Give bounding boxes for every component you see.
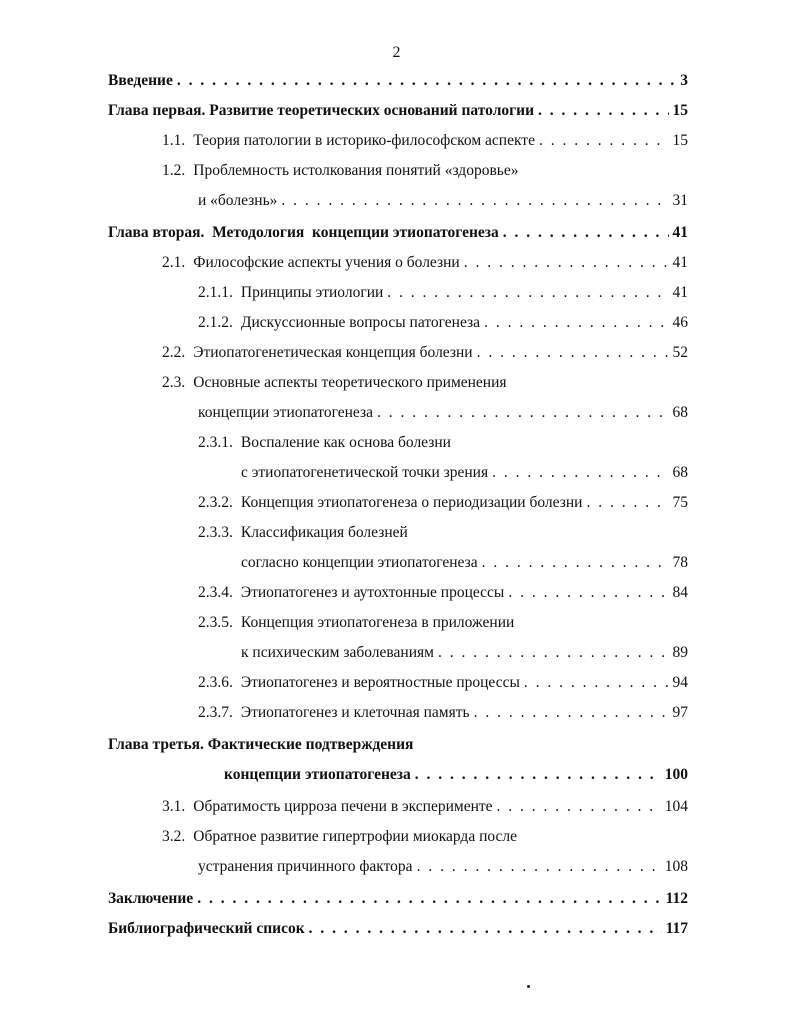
toc-entry-2-3-1-line2[interactable] — [241, 464, 688, 486]
toc-title: Воспаление как основа болезни — [240, 434, 451, 451]
dot-leader — [492, 464, 668, 482]
toc-entry-conclusion[interactable] — [108, 890, 688, 912]
toc-title: к психическим заболеваниям — [241, 644, 434, 661]
dot-leader — [503, 224, 669, 242]
toc-title: Этиопатогенетическая концепция болезни — [193, 344, 473, 361]
toc-page: 15 — [672, 102, 688, 119]
toc-entry-2-1-2[interactable] — [198, 314, 688, 336]
dot-leader — [281, 192, 668, 210]
dot-leader — [415, 766, 661, 784]
toc-title: Обратимость цирроза печени в эксперименте — [193, 798, 493, 815]
toc-page: 112 — [665, 890, 688, 907]
toc-title: концепции этиопатогенеза — [224, 766, 411, 783]
toc-number: 2.3.6. — [198, 674, 233, 691]
toc-number: 1.1. — [162, 132, 186, 149]
toc-entry-2-3-3-line2[interactable] — [241, 554, 688, 576]
toc-number: 2.3. — [162, 374, 186, 391]
dot-leader — [539, 132, 669, 150]
dot-leader — [438, 644, 669, 662]
toc-title: Обратное развитие гипертрофии миокарда после — [193, 828, 517, 845]
toc-entry-2-3-6[interactable] — [198, 674, 688, 696]
toc-page: 15 — [672, 132, 688, 149]
toc-entry-2-3-4[interactable] — [198, 584, 688, 606]
dot-leader — [477, 344, 669, 362]
toc-title: концепции этиопатогенеза — [198, 404, 373, 421]
dot-leader — [524, 674, 669, 692]
toc-page: 46 — [672, 314, 688, 331]
toc-entry-2-1[interactable] — [162, 254, 688, 276]
toc-page: 41 — [672, 224, 688, 241]
toc-title: Проблемность истолкования понятий «здоровье» — [193, 162, 519, 179]
dot-leader — [417, 858, 661, 876]
dot-leader — [508, 584, 668, 602]
toc-entry-2-3-3-line1[interactable] — [198, 524, 688, 546]
toc-title: Концепция этиопатогенеза в приложении — [240, 614, 515, 631]
toc-title: Философские аспекты учения о болезни — [193, 254, 460, 271]
toc-entry-2-2[interactable] — [162, 344, 688, 366]
toc-number: 2.3.3. — [198, 524, 233, 541]
toc-page: 108 — [664, 858, 688, 875]
dot-leader — [482, 554, 669, 572]
toc-title: Этиопатогенез и вероятностные процессы — [240, 674, 520, 691]
toc-title: Классификация болезней — [240, 524, 408, 541]
dot-leader — [474, 704, 669, 722]
toc-number: 2.3.1. — [198, 434, 233, 451]
toc-page: 52 — [672, 344, 688, 361]
toc-title: Дискуссионные вопросы патогенеза — [240, 314, 481, 331]
toc-number: 2.1.1. — [198, 284, 233, 301]
toc-number: 2.3.7. — [198, 704, 233, 721]
toc-title: согласно концепции этиопатогенеза — [241, 554, 478, 571]
toc-title: Заключение — [108, 890, 194, 907]
toc-entry-1-2-line1[interactable] — [162, 162, 688, 184]
toc-title: Этиопатогенез и аутохтонные процессы — [240, 584, 505, 601]
toc-page: 89 — [672, 644, 688, 661]
toc-page: 41 — [672, 254, 688, 271]
toc-title: Основные аспекты теоретического применения — [193, 374, 507, 391]
toc-title: Глава вторая. Методология концепции этиопатогенеза — [108, 224, 499, 241]
dot-leader — [377, 404, 669, 422]
toc-title: и «болезнь» — [198, 192, 278, 209]
toc-title: Глава первая. Развитие теоретических оснований патологии — [108, 102, 535, 119]
toc-page: 97 — [672, 704, 688, 721]
dot-leader — [197, 890, 661, 908]
toc-entry-2-3-5-line2[interactable] — [241, 644, 688, 666]
toc-entry-2-3-5-line1[interactable] — [198, 614, 688, 636]
toc-page: 100 — [664, 766, 688, 783]
toc-entry-chapter-1[interactable] — [108, 102, 688, 124]
toc-page: 68 — [672, 464, 688, 481]
toc-entry-1-2-line2[interactable] — [198, 192, 688, 214]
toc-title: устранения причинного фактора — [198, 858, 413, 875]
toc-number: 2.2. — [162, 344, 186, 361]
toc-title: Принципы этиологии — [240, 284, 384, 301]
toc-entry-3-2-line1[interactable] — [162, 828, 688, 850]
toc-number: 2.1. — [162, 254, 186, 271]
toc-number: 2.3.4. — [198, 584, 233, 601]
dot-leader — [309, 920, 662, 938]
toc-entry-2-3-line1[interactable] — [162, 374, 688, 396]
toc-entry-chapter-2[interactable] — [108, 224, 688, 246]
toc-entry-2-3-2[interactable] — [198, 494, 688, 516]
toc-title: Концепция этиопатогенеза о периодизации болезни — [240, 494, 583, 511]
toc-title: Введение — [108, 72, 173, 89]
toc-page: 117 — [665, 920, 688, 937]
toc-entry-2-3-7[interactable] — [198, 704, 688, 726]
toc-title: Теория патологии в историко-философском аспекте — [193, 132, 535, 149]
toc-entry-3-2-line2[interactable] — [198, 858, 688, 880]
dot-leader — [464, 254, 669, 272]
toc-page: 68 — [672, 404, 688, 421]
toc-page: 75 — [672, 494, 688, 511]
toc-entry-chapter-3-line2[interactable] — [224, 766, 688, 788]
toc-entry-3-1[interactable] — [162, 798, 688, 820]
toc-page: 3 — [680, 72, 688, 89]
page-number: 2 — [392, 44, 401, 61]
dot-leader — [586, 494, 668, 512]
toc-page: 94 — [672, 674, 688, 691]
toc-page: 104 — [664, 798, 688, 815]
toc-number: 2.3.5. — [198, 614, 233, 631]
toc-entry-2-1-1[interactable] — [198, 284, 688, 306]
toc-page: 41 — [672, 284, 688, 301]
toc-title: с этиопатогенетической точки зрения — [241, 464, 489, 481]
dot-leader — [497, 798, 661, 816]
toc-number: 1.2. — [162, 162, 186, 179]
toc-entry-chapter-3-line1[interactable] — [108, 736, 688, 758]
toc-title: Этиопатогенез и клеточная память — [240, 704, 470, 721]
toc-entry-bibliography[interactable] — [108, 920, 688, 942]
toc-number: 2.3.2. — [198, 494, 233, 511]
dot-leader — [538, 102, 668, 120]
toc-title: Глава третья. Фактические подтверждения — [108, 736, 414, 753]
table-of-contents — [0, 68, 793, 968]
toc-entry-2-3-line2[interactable] — [198, 404, 688, 426]
toc-entry-intro[interactable] — [108, 72, 688, 94]
toc-number: 3.2. — [162, 828, 186, 845]
toc-number: 2.1.2. — [198, 314, 233, 331]
toc-page: 78 — [672, 554, 688, 571]
toc-page: 84 — [672, 584, 688, 601]
scan-speck — [527, 985, 530, 988]
toc-entry-1-1[interactable] — [162, 132, 688, 154]
toc-entry-2-3-1-line1[interactable] — [198, 434, 688, 456]
dot-leader — [484, 314, 668, 332]
toc-title: Библиографический список — [108, 920, 305, 937]
dot-leader — [387, 284, 668, 302]
toc-page: 31 — [672, 192, 688, 209]
toc-number: 3.1. — [162, 798, 186, 815]
dot-leader — [177, 72, 676, 90]
